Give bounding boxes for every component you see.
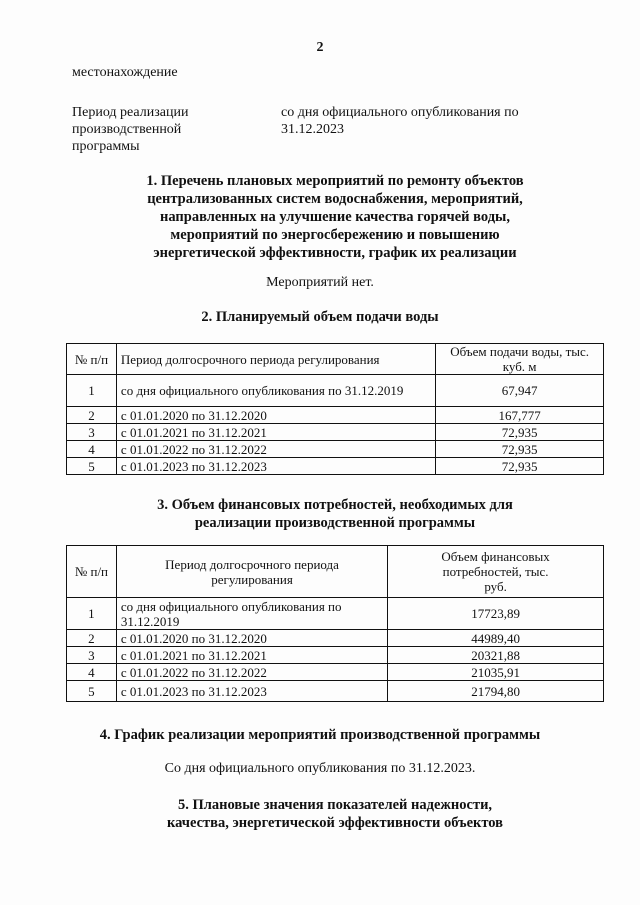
row-number: 5 — [67, 458, 117, 475]
location-label: местонахождение — [72, 65, 178, 80]
row-number: 4 — [67, 441, 117, 458]
row-number: 3 — [67, 424, 117, 441]
column-header-period: Период долгосрочного периода регулирования — [116, 546, 387, 598]
row-value: 72,935 — [436, 458, 604, 475]
row-period: с 01.01.2023 по 31.12.2023 — [116, 458, 435, 475]
row-period: с 01.01.2021 по 31.12.2021 — [116, 424, 435, 441]
row-number: 4 — [67, 664, 117, 681]
row-period: с 01.01.2020 по 31.12.2020 — [116, 630, 387, 647]
column-header-volume: Объем подачи воды, тыс. куб. м — [436, 344, 604, 375]
table-row — [67, 407, 604, 424]
row-period: с 01.01.2022 по 31.12.2022 — [116, 441, 435, 458]
row-period: со дня официального опубликования по 31.12.2019 — [116, 598, 387, 630]
period-value: со дня официального опубликования по 31.12.2023 — [281, 105, 519, 137]
column-header-period: Период долгосрочного периода регулирования — [116, 344, 435, 375]
row-value: 72,935 — [436, 424, 604, 441]
section1-body: Мероприятий нет. — [266, 275, 374, 290]
row-number: 5 — [67, 681, 117, 702]
row-number: 3 — [67, 647, 117, 664]
section4-body: Со дня официального опубликования по 31.12.2023. — [164, 761, 476, 776]
column-header-number: № п/п — [67, 344, 117, 375]
table-row — [67, 458, 604, 475]
table-row — [67, 441, 604, 458]
table-row — [67, 681, 604, 702]
column-header-number: № п/п — [67, 546, 117, 598]
table-row — [67, 375, 604, 407]
row-value: 72,935 — [436, 441, 604, 458]
section2-title: 2. Планируемый объем подачи воды — [201, 309, 439, 325]
row-value: 17723,89 — [388, 598, 604, 630]
water-volume-table — [66, 343, 604, 475]
row-number: 2 — [67, 630, 117, 647]
row-value: 20321,88 — [388, 647, 604, 664]
page-number: 2 — [316, 40, 324, 55]
row-period: со дня официального опубликования по 31.12.2019 — [116, 375, 435, 407]
row-period: с 01.01.2022 по 31.12.2022 — [116, 664, 387, 681]
table-row — [67, 424, 604, 441]
row-value: 67,947 — [436, 375, 604, 407]
row-period: с 01.01.2023 по 31.12.2023 — [116, 681, 387, 702]
section3-title: 3. Объем финансовых потребностей, необходимых для реализации производственной программы — [157, 497, 513, 531]
period-label: Период реализации производственной программы — [72, 105, 189, 154]
row-number: 2 — [67, 407, 117, 424]
table-header-row — [67, 546, 604, 598]
row-value: 44989,40 — [388, 630, 604, 647]
table-row — [67, 664, 604, 681]
financial-needs-table — [66, 545, 604, 702]
section5-title: 5. Плановые значения показателей надежности, качества, энергетической эффективности объектов — [166, 797, 504, 831]
row-value: 167,777 — [436, 407, 604, 424]
table-row — [67, 647, 604, 664]
table-header-row — [67, 344, 604, 375]
section4-title: 4. График реализации мероприятий производственной программы — [99, 727, 541, 743]
column-header-financial: Объем финансовых потребностей, тыс. руб. — [388, 546, 604, 598]
row-value: 21035,91 — [388, 664, 604, 681]
row-period: с 01.01.2020 по 31.12.2020 — [116, 407, 435, 424]
row-period: с 01.01.2021 по 31.12.2021 — [116, 647, 387, 664]
table-row — [67, 630, 604, 647]
row-number: 1 — [67, 598, 117, 630]
section1-title: 1. Перечень плановых мероприятий по ремонту объектов централизованных систем водоснабжения, мероприятий, направленных на улучшение качества горячей воды, мероприятий по энергосбережению и повышению энергетической эффективности, график их реализации — [146, 173, 524, 261]
row-value: 21794,80 — [388, 681, 604, 702]
row-number: 1 — [67, 375, 117, 407]
table-row — [67, 598, 604, 630]
